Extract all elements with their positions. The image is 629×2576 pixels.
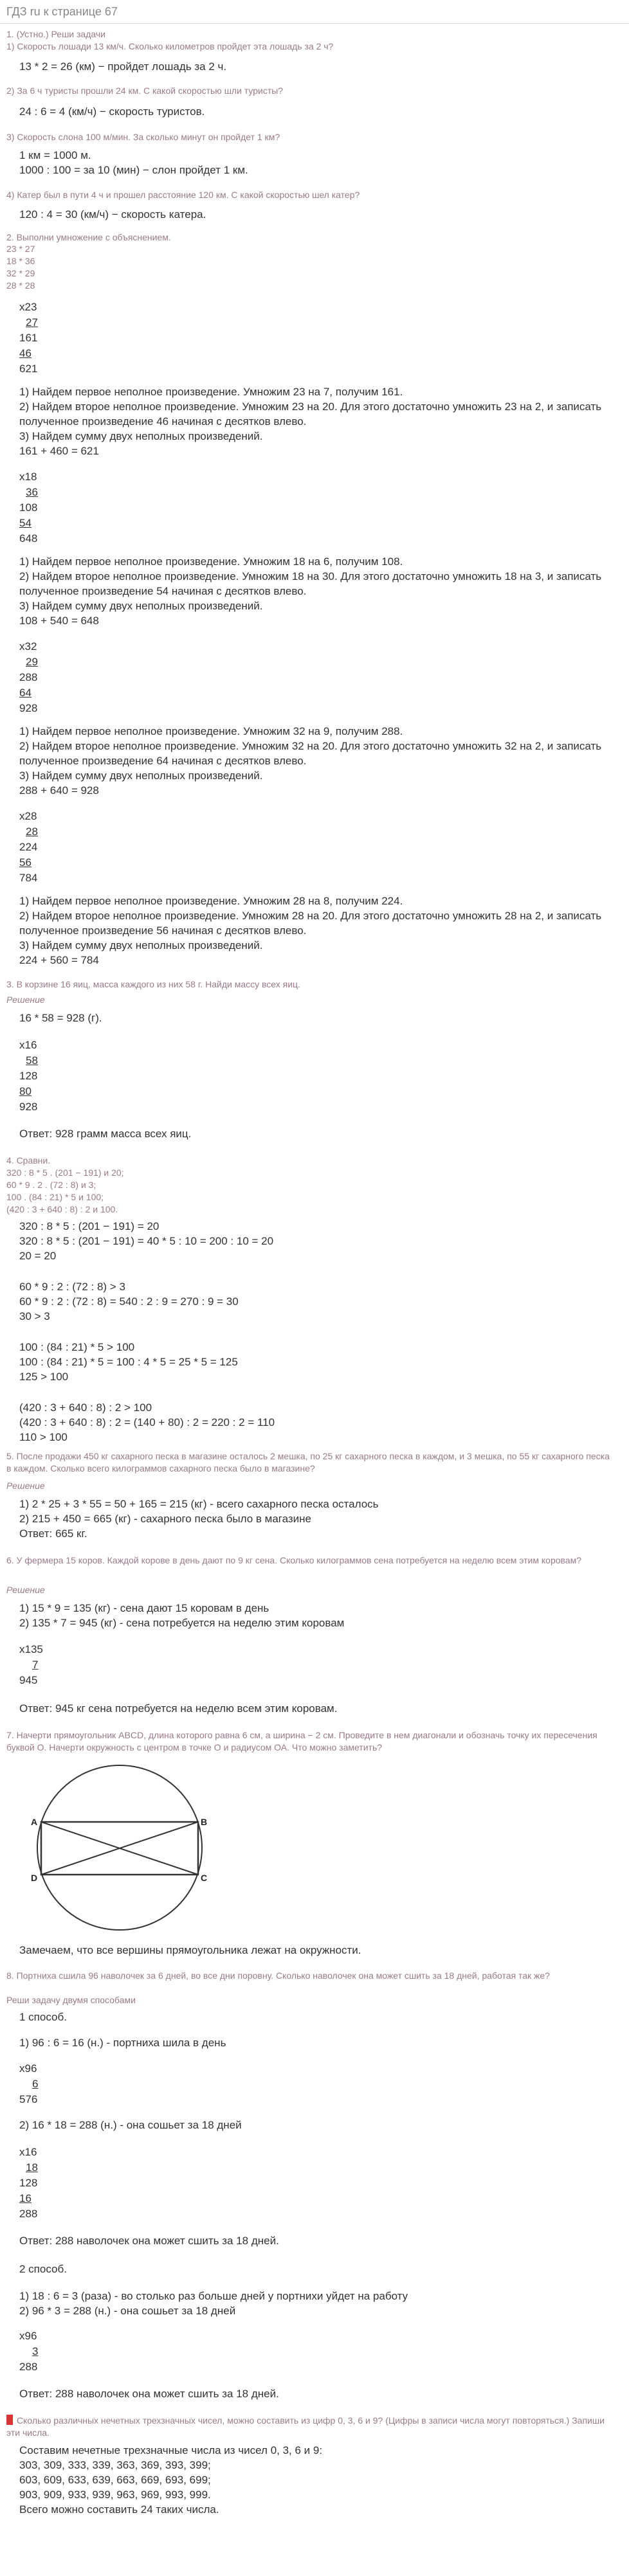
explanation-2: 1) Найдем первое неполное произведение. Умножим 18 на 6, получим 108. 2) Найдем второе неполное произведение. Умножим 18 на 30. Для этого достаточно умножить 18 на 3, и записать полученное произведение 54 начиная с десятков влево. 3) Найдем сумму двух неполных произведений. 108 + 540 = 648	[19, 555, 602, 627]
task3-title: 3. В корзине 16 яиц, масса каждого из них 58 г. Найди массу всех яиц.	[6, 979, 300, 989]
task3-label: Решение	[6, 995, 45, 1005]
task9-body: Составим нечетные трехзначные числа из чисел 0, 3, 6 и 9: 303, 309, 333, 339, 363, 369, 393, 399; 603, 609, 633, 639, 663, 669, 693, 699; 903, 909, 933, 939, 963, 969, 993, 999. Всего можно составить 24 таких числа.	[19, 2444, 323, 2516]
task8-label: Реши задачу двумя способами	[6, 1995, 136, 2005]
column-mult-8: x16 18 128 16 288	[19, 2146, 38, 2220]
task1-q1: 1) Скорость лошади 13 км/ч. Сколько километров пройдет эта лошадь за 2 ч?	[6, 41, 334, 51]
task6-title: 6. У фермера 15 коров. Каждой корове в день дают по 9 кг сена. Сколько килограммов сена потребуется на неделю всем этим коровам?	[6, 1555, 582, 1565]
explanation-4: 1) Найдем первое неполное произведение. Умножим 28 на 8, получим 224. 2) Найдем второе неполное произведение. Умножим 28 на 20. Для этого достаточно умножить 28 на 2, и записать полученное произведение 56 начиная с десятков влево. 3) Найдем сумму двух неполных произведений. 224 + 560 = 784	[19, 895, 602, 966]
task8-way2-steps: 1) 18 : 6 = 3 (раза) - во столько раз больше дней у портнихи уйдет на работу 2) 96 * 3 = 288 (н.) - она сошьет за 18 дней	[19, 2290, 408, 2317]
task5-body: 1) 2 * 25 + 3 * 55 = 50 + 165 = 215 (кг) - всего сахарного песка осталось 2) 215 + 450 = 665 (кг) - сахарного песка было в магазине Ответ: 665 кг.	[19, 1498, 379, 1540]
task8-title: 8. Портниха сшила 96 наволочек за 6 дней, во все дни поровну. Сколько наволочек она может сшить за 18 дней, работая так же?	[6, 1970, 550, 1981]
task6-label: Решение	[6, 1585, 45, 1595]
task3-answer: Ответ: 928 грамм масса всех яиц.	[19, 1128, 192, 1140]
task4-list: 320 : 8 * 5 . (201 − 191) и 20; 60 * 9 . 2 . (72 : 8) и 3; 100 . (84 : 21) * 5 и 100; (420 : 3 + 640 : 8) : 2 и 100.	[6, 1167, 124, 1214]
column-mult-5: x16 58 128 80 928	[19, 1039, 38, 1113]
column-mult-4: x28 28 224 56 784	[19, 810, 38, 884]
task6-answer: Ответ: 945 кг сена потребуется на неделю всем этим коровам.	[19, 1702, 338, 1715]
column-mult-1: x23 27 161 46 621	[19, 301, 38, 375]
task5-title: 5. После продажи 450 кг сахарного песка в магазине осталось 2 мешка, по 25 кг сахарного песка в каждом, и 3 мешка, по 55 кг сахарного песка в каждом. Сколько всего килограммов сахарного песка было в магазине?	[6, 1451, 610, 1473]
task8-way1: 1 способ.	[19, 2011, 67, 2023]
task8-step2: 2) 16 * 18 = 288 (н.) - она сошьет за 18 дней	[19, 2119, 242, 2131]
point-b-label: B	[201, 1817, 208, 1827]
task7-note: Замечаем, что все вершины прямоугольника лежат на окружности.	[19, 1944, 361, 1956]
explanation-1: 1) Найдем первое неполное произведение. Умножим 23 на 7, получим 161. 2) Найдем второе неполное произведение. Умножим 23 на 20. Для этого достаточно умножить 23 на 2, и записать полученное произведение 46 начиная с десятков влево. 3) Найдем сумму двух неполных произведений. 161 + 460 = 621	[19, 386, 602, 457]
column-mult-6: x135 7 945	[19, 1643, 43, 1686]
task7-title: 7. Начерти прямоугольник ABCD, длина которого равна 6 см, а ширина − 2 см. Проведите в нем диагонали и обозначь точку их пересечения буквой О. Начерти окружность с центром в точке О и радиусом ОА. Что можно заметить?	[6, 1730, 597, 1752]
task1-q3: 3) Скорость слона 100 м/мин. За сколько минут он пройдет 1 км?	[6, 132, 280, 142]
task8-answer2: Ответ: 288 наволочек она может сшить за 18 дней.	[19, 2388, 279, 2400]
point-a-label: A	[31, 1817, 38, 1827]
task4-group-4: (420 : 3 + 640 : 8) : 2 > 100 (420 : 3 + 640 : 8) : 2 = (140 + 80) : 2 = 220 : 2 = 110 110 > 100	[19, 1401, 275, 1443]
task1-q4: 4) Катер был в пути 4 ч и прошел расстояние 120 км. С какой скоростью шел катер?	[6, 190, 360, 200]
task1-q2: 2) За 6 ч туристы прошли 24 км. С какой скоростью шли туристы?	[6, 86, 284, 96]
task8-step1: 1) 96 : 6 = 16 (н.) - портниха шила в день	[19, 2037, 226, 2049]
task3-calc: 16 * 58 = 928 (г).	[19, 1012, 102, 1024]
task1-a4: 120 : 4 = 30 (км/ч) − скорость катера.	[19, 208, 206, 221]
task6-body: 1) 15 * 9 = 135 (кг) - сена дают 15 коровам в день 2) 135 * 7 = 945 (кг) - сена потребуется на неделю этим коровам	[19, 1602, 345, 1629]
task1-a3: 1 км = 1000 м. 1000 : 100 = за 10 (мин) − слон пройдет 1 км.	[19, 149, 248, 176]
task2-list: 23 * 27 18 * 36 32 * 29 28 * 28	[6, 244, 35, 291]
task4-group-1: 320 : 8 * 5 : (201 − 191) = 20 320 : 8 * 5 : (201 − 191) = 40 * 5 : 10 = 200 : 10 = 20 20 = 20	[19, 1220, 274, 1262]
column-mult-9: x96 3 288	[19, 2330, 39, 2373]
task4-group-2: 60 * 9 : 2 : (72 : 8) > 3 60 * 9 : 2 : (72 : 8) = 540 : 2 : 9 = 270 : 9 = 30 30 > 3	[19, 1281, 239, 1322]
task1-a2: 24 : 6 = 4 (км/ч) − скорость туристов.	[19, 105, 205, 118]
column-mult-3: x32 29 288 64 928	[19, 640, 38, 714]
task4-group-3: 100 : (84 : 21) * 5 > 100 100 : (84 : 21) * 5 = 100 : 4 * 5 = 25 * 5 = 125 125 > 100	[19, 1341, 238, 1383]
column-mult-2: x18 36 108 54 648	[19, 471, 38, 545]
point-d-label: D	[31, 1873, 38, 1883]
task4-title: 4. Сравни.	[6, 1155, 51, 1166]
task8-answer1: Ответ: 288 наволочек она может сшить за 18 дней.	[19, 2235, 279, 2247]
column-mult-7: x96 6 576	[19, 2062, 39, 2105]
task1-title: 1. (Устно.) Реши задачи	[6, 29, 105, 39]
explanation-3: 1) Найдем первое неполное произведение. Умножим 32 на 9, получим 288. 2) Найдем второе неполное произведение. Умножим 32 на 20. Для этого достаточно умножить 32 на 2, и записать полученное произведение 64 начиная с десятков влево. 3) Найдем сумму двух неполных произведений. 288 + 640 = 928	[19, 725, 602, 797]
task5-label: Решение	[6, 1481, 45, 1491]
point-c-label: C	[201, 1873, 208, 1883]
task9-title: Сколько различных нечетных трехзначных чисел, можно составить из цифр 0, 3, 6 и 9? (Цифры в записи числа могут повторяться.) Запиши эти числа.	[6, 2415, 605, 2438]
page-title: ГДЗ ru к странице 67	[6, 5, 118, 18]
rectangle-circle-figure	[13, 1763, 219, 1936]
red-marker-icon	[6, 2415, 13, 2425]
task2-title: 2. Выполни умножение с объяснением.	[6, 232, 171, 242]
task1-a1: 13 * 2 = 26 (км) − пройдет лошадь за 2 ч.	[19, 60, 227, 73]
task8-way2: 2 способ.	[19, 2263, 67, 2275]
header-bar	[0, 0, 629, 24]
